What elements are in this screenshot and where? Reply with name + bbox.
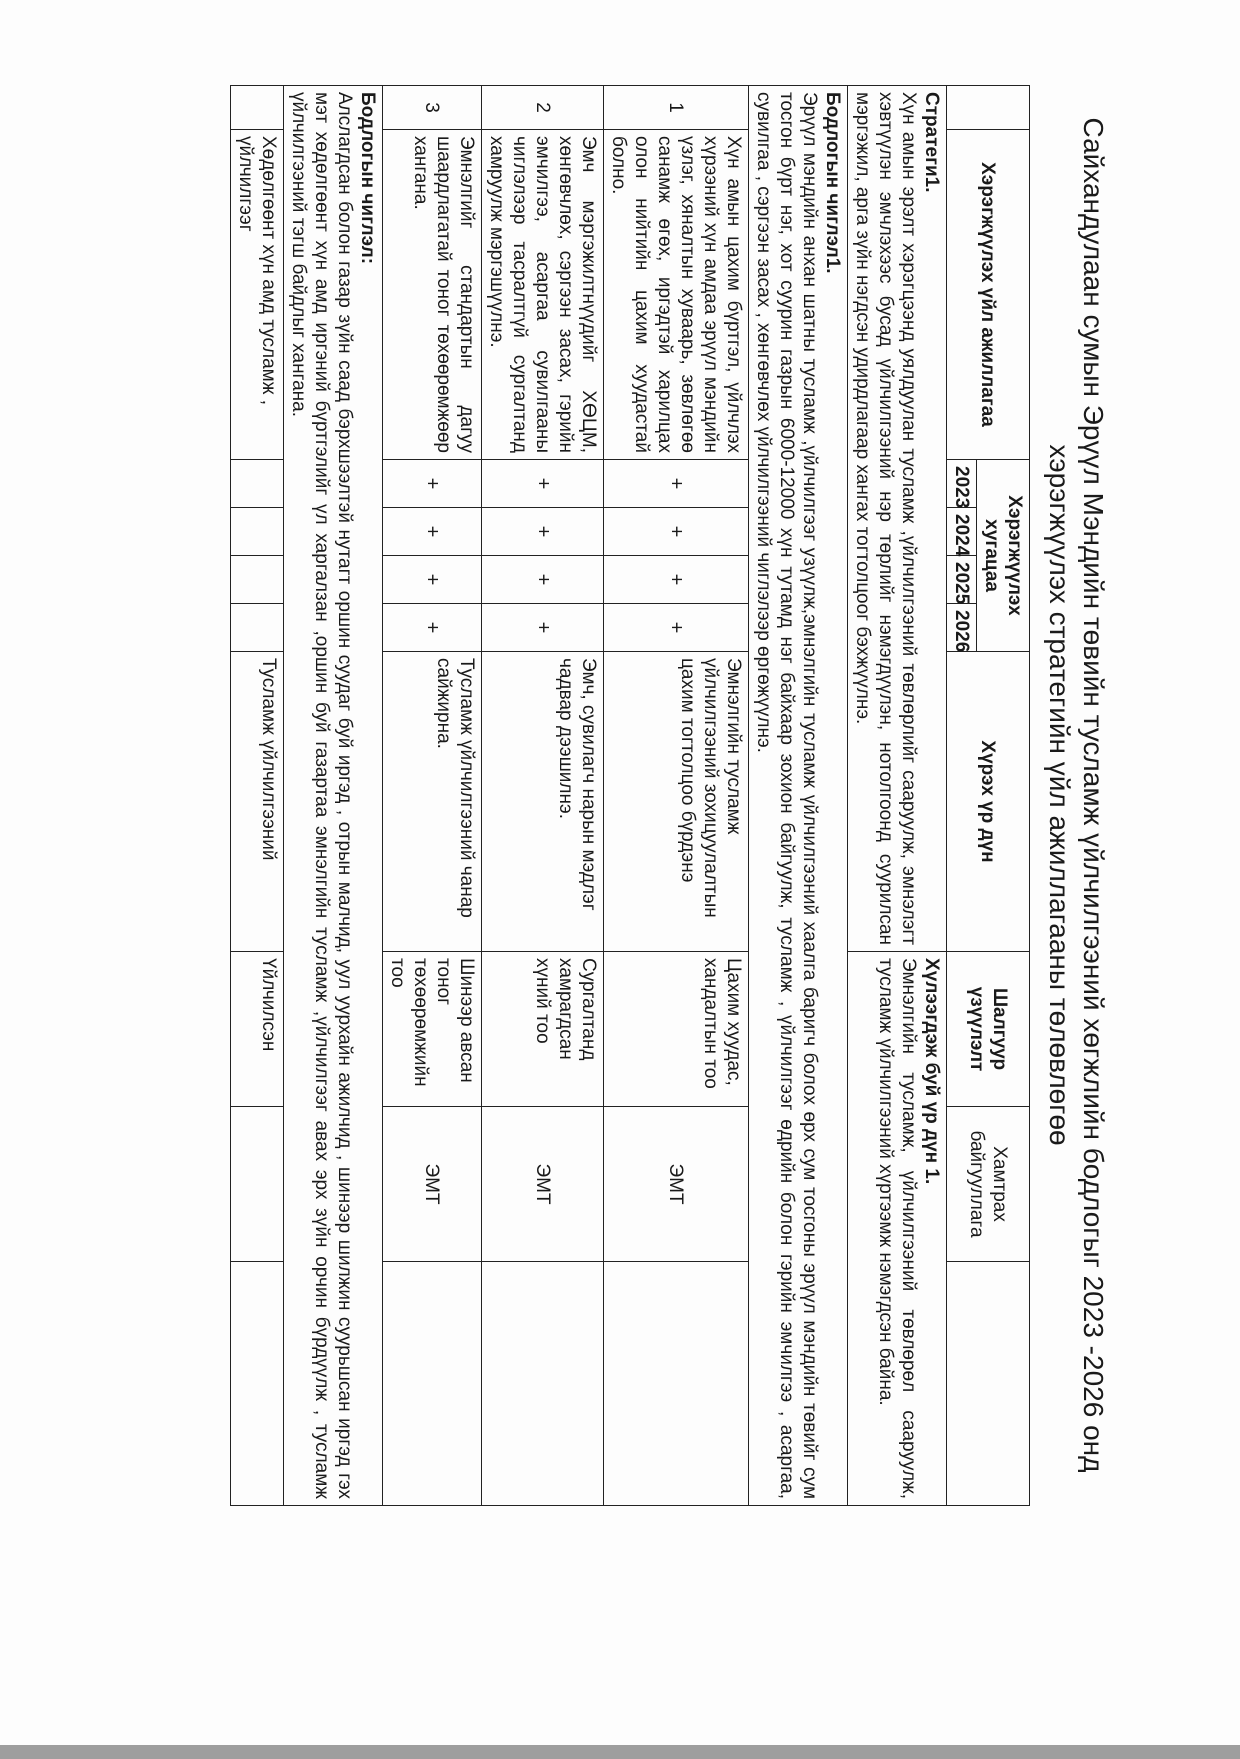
row-mark-2023: + <box>482 460 604 508</box>
table-row <box>604 86 749 1506</box>
row-mark-2025: + <box>482 556 604 604</box>
row-extra <box>604 1262 749 1506</box>
strategy-outcome-label: Хүлээгдэж буй үр дүн 1. <box>921 958 942 1185</box>
strategy-text: Хүн амын эрэлт хэрэгцээнд уялдуулан тусламж ,үйлчилгээний төвлөрлийг сааруулж, эмнэлэгт хэвтүүлэн эмчлэхээс бусад үйлчилгээний нэр төрлийг нэмэгдүүлэн, нотолгоонд суурилсан мэргэжил, арга зүйн нэгдсэн удирдлагаар хангах тогтолцоог бэхжүүлнэ. <box>852 92 919 946</box>
objective2-cell <box>284 86 383 1506</box>
header-num <box>947 86 1030 130</box>
header-year-2023: 2023 <box>947 460 977 508</box>
row-mark-2024: + <box>383 508 482 556</box>
strategy-label: Стратеги1. <box>921 92 942 193</box>
title-line-2: хэрэгжүүлэх стратегийн үйл ажиллагааны төлөвлөгөө <box>1044 444 1075 1146</box>
row-indicator: Сургалтанд хамрагдсан хүний тоо <box>482 952 604 1107</box>
strategy-outcome-cell <box>848 952 947 1506</box>
objective1-text: Эрүүл мэндийн анхан шатны тусламж ,үйлчилгээг узүүлж,эмнэлгийн тусламж үйлчилгээний хаалга баригч болох өрх сум тосгоны эрүүл мэндийн төвийг сум тосгон бүрт нэг, хот суурин газрын 6000-12000 хүн тутамд нэг байхаар зохион байгуулж, тусламж , үйлчилгээг өдрийн болон гэрийн эмчилгээ , асаргаа, сувилгаа , сэргээн засах , хөнгөвчлөх үйлчилгээний чиглэлээр өргөжүүлнэ. <box>753 92 820 1500</box>
objective1-label: Бодлогын чиглэл1. <box>822 92 843 274</box>
header-indicator: Шалгуур үзүүлэлт <box>947 952 1030 1107</box>
header-period: Хэрэгжүүлэх хугацаа <box>977 460 1030 652</box>
row-number: 3 <box>383 86 482 130</box>
row-mark-2026: + <box>383 604 482 652</box>
table-row <box>482 86 604 1506</box>
header-year-2024: 2024 <box>947 508 977 556</box>
row-mark-2026: + <box>482 604 604 652</box>
partial-row-extra <box>231 1262 284 1506</box>
row-activity: Эмнэлгийг стандартын дагуу шаардлагатай тоног төхөөрөмжөөр хангана. <box>383 130 482 460</box>
row-extra <box>383 1262 482 1506</box>
objective2-text: Алслагдсан болон газар зүйн саад бэрхшээлтэй нутагт оршин суудаг буй иргэд , отрын малчид, уул уурхайн ажилчид , шинээр шилжин суурьшсан иргэд гэх мэт хөдөлгөөнт хүн амд иргэний бүртгэлийг үл харгалзан ,оршин буй газартаа эмнэлгийн тусламж ,үйлчилгээг авах эрх зүйн орчин бүрдүүлж , тусламж үйлчилгээний тэгш байдлыг хангана. <box>288 92 355 1500</box>
header-activity: Хэрэгжүүлэх үйл ажиллагаа <box>947 130 1030 460</box>
partial-row-indicator: Үйлчилсэн <box>231 952 284 1107</box>
partial-row-number <box>231 86 284 130</box>
partial-row-mark <box>231 460 284 508</box>
objective2-row <box>284 86 383 1506</box>
rotated-content <box>100 85 1110 1505</box>
row-mark-2025: + <box>604 556 749 604</box>
plan-table <box>230 85 1030 1506</box>
title-line-1: Сайхандулаан сумын Эрүүл Мэндийн төвийн тусламж үйлчилгээний хөгжлийн бодлогыг 2023 -2026 онд <box>1078 117 1109 1473</box>
row-activity: Хүн амын цахим бүртгэл, үйлчлэх хүрээний хүн амдаа эрүүл мэндийн үзлэг, хяналтын хуваарь, зөвлөгөө санамж өгөх, иргэдтэй харилцах олон нийтийн цахим хуудастай болно. <box>604 130 749 460</box>
row-mark-2025: + <box>383 556 482 604</box>
partial-row-mark <box>231 556 284 604</box>
header-partner: Хамтрах байгууллага <box>947 1107 1030 1262</box>
row-indicator: Шинээр авсан тоног төхөөрөмжийн тоо <box>383 952 482 1107</box>
row-mark-2026: + <box>604 604 749 652</box>
header-result: Хүрэх үр дүн <box>947 652 1030 952</box>
partial-row-mark <box>231 508 284 556</box>
row-number: 1 <box>604 86 749 130</box>
row-partner: ЭМТ <box>604 1107 749 1262</box>
row-number: 2 <box>482 86 604 130</box>
partial-row-mark <box>231 604 284 652</box>
partial-row-activity: Хөдөлгөөнт хүн амд тусламж , үйлчилгээг <box>231 130 284 460</box>
partial-row-partner <box>231 1107 284 1262</box>
row-mark-2024: + <box>482 508 604 556</box>
partial-row-result: Тусламж үйлчилгээний <box>231 652 284 952</box>
header-extra <box>947 1262 1030 1506</box>
strategy-outcome-text: Эмнэлгийн тусламж, үйлчилгээний төвлөрөл сааруулж, тусламж үйлчилгээний хүртээмж нэмэгдсэн байна. <box>875 958 919 1500</box>
row-mark-2023: + <box>383 460 482 508</box>
row-partner: ЭМТ <box>482 1107 604 1262</box>
row-partner: ЭМТ <box>383 1107 482 1262</box>
row-result: Эмнэлгийн тусламж үйлчилгээний зохицуулалтын цахим тогтолцоо бүрдэнэ <box>604 652 749 952</box>
document-title <box>1042 85 1110 1505</box>
header-year-2025: 2025 <box>947 556 977 604</box>
objective2-label: Бодлогын чиглэл: <box>357 92 378 265</box>
row-result: Эмч, сувилагч нарын мэдлэг чадвар дээшилнэ. <box>482 652 604 952</box>
row-mark-2023: + <box>604 460 749 508</box>
row-extra <box>482 1262 604 1506</box>
row-mark-2024: + <box>604 508 749 556</box>
table-row <box>383 86 482 1506</box>
strategy-row <box>848 86 947 1506</box>
scan-bottom-edge <box>0 1745 1240 1759</box>
header-row-1 <box>977 86 1030 1506</box>
row-indicator: Цахим хуудас, хандалтын тоо <box>604 952 749 1107</box>
strategy-cell <box>848 86 947 952</box>
objective1-row <box>749 86 848 1506</box>
row-result: Тусламж үйлчилгээний чанар сайжирна. <box>383 652 482 952</box>
header-year-2026: 2026 <box>947 604 977 652</box>
partial-row <box>231 86 284 1506</box>
objective1-cell <box>749 86 848 1506</box>
row-activity: Эмч мэргэжилтнүүдийг ХӨЦМ, хөнгөвчлөх, сэргээн засах, гэрийн эмчилгээ, асаргаа сувилгааны чиглэлээр тасралтгүй сургалтанд хамруулж мэргэшүүлнэ. <box>482 130 604 460</box>
